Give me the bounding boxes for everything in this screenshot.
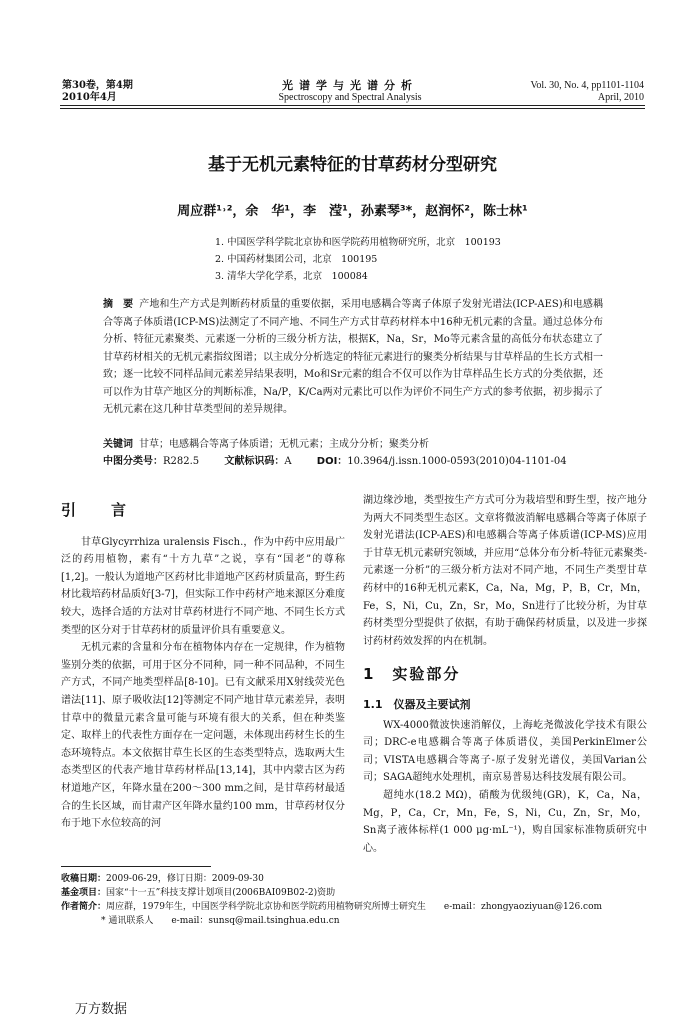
received-label: 收稿日期： (61, 874, 107, 884)
fund-label: 基金项目： (61, 888, 107, 898)
received-date (61, 872, 641, 886)
doi-value: 10.3964/j.issn.1000-0593(2010)04-1101-04 (347, 456, 567, 467)
footnote-divider (61, 866, 211, 867)
keywords-text: 甘草；电感耦合等离子体质谱；无机元素；主成分分析；聚类分析 (139, 439, 429, 450)
reagents-paragraph: 超纯水(18.2 MΩ)，硝酸为优级纯(GR)，K，Ca，Na，Mg，P，Ca，Cr，Mn，Fe，S，Ni，Cu，Zn，Sr，Mo，Sn离子液体标样(1 000 μg·mL⁻¹)，购自国家标准物质研究中心。 (363, 789, 647, 854)
intro-heading: 引 言 (61, 501, 137, 519)
watermark: 万方数据 (75, 1002, 128, 1017)
abstract (103, 296, 603, 419)
abstract-label: 摘 要 (103, 299, 134, 310)
volume-pages: Vol. 30, No. 4, pp1101-1104 (530, 80, 644, 91)
intro-paragraph-2: 无机元素的含量和分布在植物体内存在一定规律，作为植物鉴别分类的依据，可用于区分不同种，同一种不同品种，不同生产方式，不同产地类型样品[8-10]。已有文献采用X射线荧光色谱法[11]、原子吸收法[12]等测定不同产地甘草元素差异，表明甘草中的微量元素含量可能与环境有很大的关系，但在种类鉴定、取样上的代表性方面存在一定问题，未体现出药材生长的生态环境特点。本文依据甘草生长区的生态类型特点，选取两大生态类型区的代表产地甘草药材样品[13,14]，其中内蒙古区为药材道地产区，年降水量在200～300 mm之间，是甘草药材最适合的生长区域，而甘肃产区年降水量约100 mm，甘草药材仅分布于地下水位较高的河 (61, 642, 345, 830)
clc-label: 中图分类号： (103, 456, 163, 467)
intro-paragraph-1: 甘草Glycyrrhiza uralensis Fisch.，作为中药中应用最广泛的药用植物，素有“十方九草”之说，享有“国老”的尊称[1,2]。一般认为道地产区药材比非道地产区药材质量高，野生药材比栽培药材品质好[3-7]，但实际工作中药材产地来源区分难度较大，选择合适的方法对甘草药材进行不同产地、不同生长方式类型的区分对于甘草药材的质量评价具有重要意义。 (61, 536, 345, 636)
affiliation-2: 2. 中国药材集团公司，北京 100195 (215, 254, 378, 265)
right-column (363, 492, 647, 857)
affiliations (215, 234, 501, 285)
corresponding-author: * 通讯联系人 e-mail：sunsq@mail.tsinghua.edu.cn (101, 916, 340, 926)
clc-value: R282.5 (163, 456, 200, 467)
journal-volume-info (62, 80, 133, 104)
volume-issue: 第30卷，第4期 (62, 80, 133, 91)
left-column (61, 502, 345, 833)
journal-name (260, 80, 440, 104)
classification-line (103, 453, 603, 470)
publication-date-en: April, 2010 (597, 92, 644, 103)
journal-name-cn: 光谱学与光谱分析 (282, 79, 418, 92)
section-1-heading: 1 实验部分 (363, 665, 461, 684)
journal-name-en: Spectroscopy and Spectral Analysis (278, 92, 422, 103)
section-1-1-heading: 1.1 仪器及主要试剂 (363, 697, 471, 711)
doi-label: DOI： (316, 456, 348, 467)
author-list: 周应群¹˒²，余 华¹，李 滢¹，孙素琴³*，赵润怀²，陈士林¹ (177, 204, 528, 219)
instruments-paragraph: WX-4000微波快速消解仪，上海屹尧微波化学技术有限公司；DRC-e电感耦合等离子体质谱仪，美国PerkinElmer公司；VISTA电感耦合等离子-原子发射光谱仪，美国Varian公司；SAGA超纯水处理机，南京易普易达科技发展有限公司。 (363, 719, 647, 784)
author-bio (61, 900, 641, 914)
journal-citation-info (530, 80, 644, 104)
fund-value: 国家“十一五”科技支撑计划项目(2006BAI09B02-2)资助 (106, 888, 336, 898)
keywords (103, 436, 603, 453)
funding (61, 886, 641, 900)
affiliation-1: 1. 中国医学科学院北京协和医学院药用植物研究所，北京 100193 (215, 237, 501, 248)
received-value: 2009-06-29，修订日期：2009-09-30 (106, 874, 264, 884)
author-bio-label: 作者简介： (61, 902, 107, 912)
header-rule-bottom (60, 108, 645, 109)
intro-paragraph-3: 湖边缘沙地，类型按生产方式可分为栽培型和野生型，按产地分为两大不同类型生态区。文章将微波消解电感耦合等离子体原子发射光谱法(ICP-AES)和电感耦合等离子体质谱(ICP-MS)应用于甘草无机元素研究领域，并应用“总体分布分析-特征元素聚类-元素逐一分析”的三级分析方法对不同产地，不同生产类型甘草药材中的16种无机元素K，Ca，Na，Mg，P，B，Cr，Mn，Fe，S，Ni，Cu，Zn，Sr，Mo，Sn进行了比较分析，为甘草药材类型分型提供了依据，有助于确保药材质量，以及进一步探讨药材药效发挥的内在机制。 (363, 495, 647, 647)
footnotes (61, 872, 641, 928)
doc-code-value: A (284, 456, 292, 467)
affiliation-3: 3. 清华大学化学系，北京 100084 (215, 271, 368, 282)
paper-title: 基于无机元素特征的甘草药材分型研究 (208, 155, 497, 175)
author-bio-value: 周应群，1979年生，中国医学科学院北京协和医学院药用植物研究所博士研究生 e-mail：zhongyaoziyuan@126.com (106, 902, 603, 912)
abstract-text: 产地和生产方式是判断药材质量的重要依据，采用电感耦合等离子体原子发射光谱法(ICP-AES)和电感耦合等离子体质谱(ICP-MS)法测定了不同产地、不同生产方式甘草药材样本中16种无机元素的含量。通过总体分布分析、特征元素聚类、元素逐一分析的三级分析方法，根据K，Na，Sr，Mo等元素含量的高低分布状态建立了甘草药材相关的无机元素指纹图谱；以主成分分析选定的特征元素进行的聚类分析结果与甘草样品的生长方式相一致；逐一比较不同样品间元素差异结果表明，Mo和Sr元素的组合不仅可以作为甘草样品生长方式的分类依据，还可以作为甘草产地区分的判断标准，Na/P，K/Ca两对元素比可以作为评价不同生产方式的参考依据，初步揭示了无机元素在这几种甘草类型间的差异规律。 (103, 299, 603, 415)
doc-code-label: 文献标识码： (224, 456, 285, 467)
publication-date-cn: 2010年4月 (62, 92, 117, 103)
header-rule-top (60, 105, 645, 106)
keywords-label: 关键词 (103, 439, 133, 450)
